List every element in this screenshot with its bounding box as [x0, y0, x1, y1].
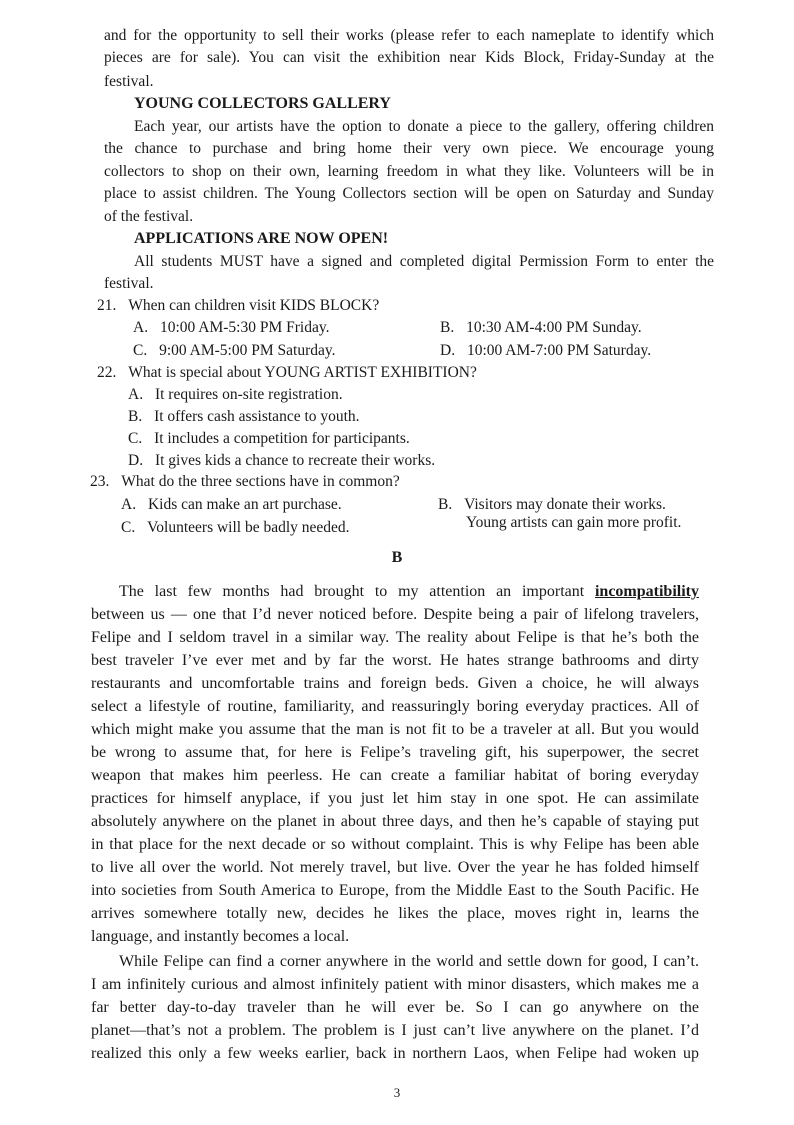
passage-b-line: While Felipe can find a corner anywhere in the world and settle down for good, I can’t.: [119, 953, 699, 970]
passage-b-line: practices for himself anyplace, if you just let him stay in one spot. He can assimilate: [91, 790, 699, 807]
gallery-line: the chance to purchase and bring home their very own piece. We encourage young: [104, 140, 714, 157]
option-text: 10:00 AM-7:00 PM Saturday.: [466, 342, 652, 359]
question-number: 23.: [90, 473, 110, 490]
keyword-incompatibility: incompatibility: [594, 583, 699, 600]
option-letter: B.: [438, 496, 453, 513]
option-letter: C.: [121, 519, 136, 536]
passage-b-line: weapon that makes him peerless. He can create a familiar habitat of boring everyday: [91, 767, 699, 784]
gallery-line: of the festival.: [104, 208, 194, 225]
question-number: 22.: [97, 364, 117, 381]
gallery-heading: YOUNG COLLECTORS GALLERY: [134, 95, 391, 112]
option-letter: A.: [128, 386, 144, 403]
passage-b-line: absolutely anywhere on the planet in about three days, and then he’s capable of staying put: [91, 813, 699, 830]
option-text: It offers cash assistance to youth.: [154, 408, 360, 425]
passage-b-line: select a lifestyle of routine, familiarity, and reassuringly boring everyday practices. All of: [91, 698, 699, 715]
option-21c[interactable]: [133, 341, 335, 361]
option-letter: A.: [121, 496, 137, 513]
passage-b-line: best traveler I’ve ever met and by far the worst. He hates strange bathrooms and dirty: [91, 652, 699, 669]
passage-a-line: and for the opportunity to sell their works (please refer to each nameplate to identify which: [104, 27, 714, 44]
option-text: Young artists can gain more profit.: [466, 514, 682, 531]
option-text: Volunteers will be badly needed.: [147, 519, 350, 536]
passage-b-line: which might make you assume that the man is not fit to be a traveler at all. But you would: [91, 721, 699, 738]
option-text: Kids can make an art purchase.: [147, 496, 342, 513]
passage-b-line: arrives somewhere totally new, decides he likes the place, moves right in, learns the: [91, 905, 699, 922]
passage-b-line: to live all over the world. Not merely travel, but live. Over the year he has folded himself: [91, 859, 699, 876]
option-21d[interactable]: [440, 341, 651, 361]
option-22c[interactable]: [128, 429, 410, 449]
option-text: It gives kids a chance to recreate their works.: [154, 452, 436, 469]
gallery-line: place to assist children. The Young Collectors section will be open on Saturday and Sunday: [104, 185, 714, 202]
option-text: Visitors may donate their works.: [464, 496, 666, 513]
gallery-line: Each year, our artists have the option to donate a piece to the gallery, offering children: [134, 118, 714, 135]
option-letter: B.: [440, 319, 455, 336]
passage-b-line: planet—that’s not a problem. The problem is I just can’t live anywhere on the planet. I’d: [91, 1022, 699, 1039]
applications-line: All students MUST have a signed and completed digital Permission Form to enter the: [134, 253, 714, 270]
passage-b-line: in that place for the next decade or so without complaint. This is why Felipe has been able: [91, 836, 699, 853]
option-letter: A.: [133, 319, 149, 336]
option-letter: C.: [133, 342, 148, 359]
option-text: It requires on-site registration.: [154, 386, 343, 403]
page-number: 3: [393, 1085, 401, 1100]
option-text: It includes a competition for participants.: [154, 430, 410, 447]
gallery-line: collectors to shop on their own, learning freedom in what they like. Volunteers will be in: [104, 163, 714, 180]
section-b-label: B: [391, 549, 403, 566]
option-22d[interactable]: [128, 451, 435, 471]
passage-b-line: between us — one that I’d never noticed before. Despite being a pair of lifelong travelers,: [91, 606, 699, 623]
option-23a[interactable]: [121, 495, 342, 515]
option-23d[interactable]: [466, 513, 681, 533]
option-letter: D.: [440, 342, 456, 359]
option-23b[interactable]: [438, 495, 666, 515]
option-23c[interactable]: [121, 518, 350, 538]
passage-a-line: pieces are for sale). You can visit the exhibition near Kids Block, Friday-Sunday at the: [104, 49, 714, 66]
question-number: 21.: [97, 297, 117, 314]
passage-b-line: language, and instantly becomes a local.: [91, 928, 350, 945]
question-text: When can children visit KIDS BLOCK?: [128, 297, 380, 314]
passage-b-line: far better day-to-day traveler than he will ever be. So I can go anywhere on the: [91, 999, 699, 1016]
applications-heading: APPLICATIONS ARE NOW OPEN!: [134, 230, 389, 247]
option-22a[interactable]: [128, 385, 343, 405]
option-text: 9:00 AM-5:00 PM Saturday.: [159, 342, 336, 359]
option-letter: B.: [128, 408, 143, 425]
option-text: 10:00 AM-5:30 PM Friday.: [159, 319, 330, 336]
option-text: 10:30 AM-4:00 PM Sunday.: [466, 319, 642, 336]
passage-b-line: Felipe and I seldom travel in a similar way. The reality about Felipe is that he’s both the: [91, 629, 699, 646]
option-letter: C.: [128, 430, 143, 447]
passage-b-line: I am infinitely curious and almost infinitely patient with minor disasters, which makes me a: [91, 976, 699, 993]
question-21: [97, 296, 379, 316]
option-21a[interactable]: [133, 318, 329, 338]
passage-b-line: realized this only a few weeks earlier, back in northern Laos, when Felipe had woken up: [91, 1045, 699, 1062]
option-21b[interactable]: [440, 318, 642, 338]
passage-b-line: be wrong to assume that, for here is Felipe’s traveling gift, his superpower, the secret: [91, 744, 699, 761]
option-22b[interactable]: [128, 407, 360, 427]
passage-b-line: The last few months had brought to my attention an important incompatibility: [119, 583, 699, 600]
question-text: What do the three sections have in common?: [121, 473, 400, 490]
passage-b-line: into societies from South America to Europe, from the Middle East to the South Pacific. He: [91, 882, 699, 899]
question-23: [90, 472, 400, 492]
passage-b-line: restaurants and uncomfortable trains and foreign beds. Given a choice, he will always: [91, 675, 699, 692]
question-22: [97, 363, 477, 383]
applications-line: festival.: [104, 275, 154, 292]
passage-a-line: festival.: [104, 73, 154, 90]
question-text: What is special about YOUNG ARTIST EXHIBITION?: [128, 364, 477, 381]
option-letter: D.: [128, 452, 144, 469]
